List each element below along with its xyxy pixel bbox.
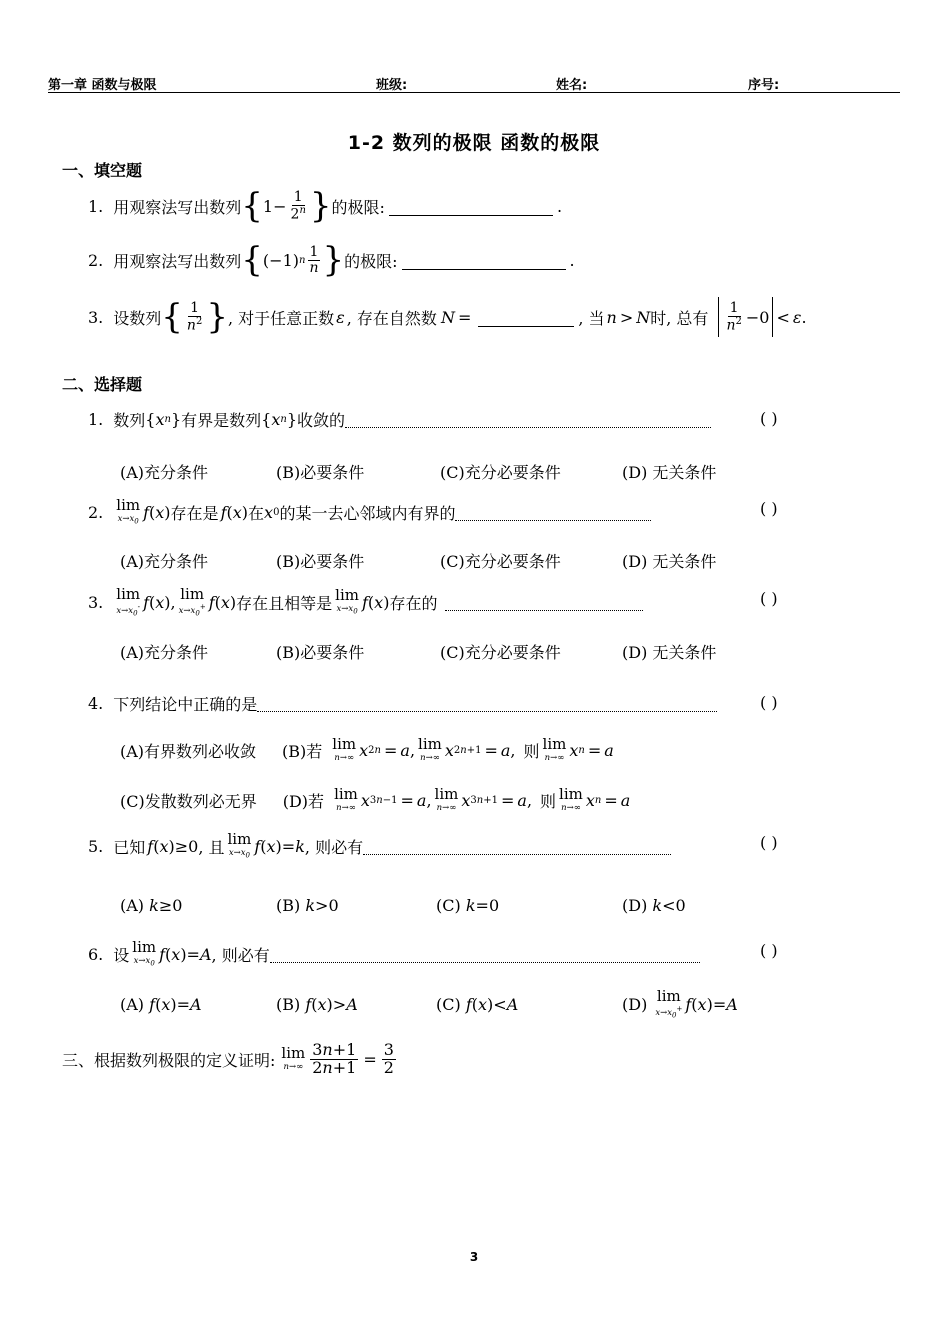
section2-heading: 二、选择题 (62, 375, 143, 394)
fill-question-2: 2. 用观察法写出数列 { (−1) n $\frac{1}{n}$ } 的极限: . (88, 240, 575, 280)
choice-question-3: 3. lim $x\to x_0^-$ f ( x ), lim $x\to x_0^+$ f ( x ) 存在且相等是 lim $x\to x_0$ f ( x ) 存在的 (88, 584, 848, 620)
q3-option-c[interactable]: (C)充分必要条件 (440, 643, 561, 662)
q2-option-a[interactable]: (A)充分条件 (120, 552, 209, 571)
choice-question-5: 5. 已知 f ( x )≥0 , 且 lim $x\to x_0$ f ( x )= k , 则必有 (88, 828, 848, 864)
q2-option-b[interactable]: (B)必要条件 (276, 552, 365, 571)
q1-option-c[interactable]: (C)充分必要条件 (440, 463, 561, 482)
answer-blank-3[interactable] (478, 308, 574, 327)
section1-heading: 一、填空题 (62, 161, 143, 180)
section3-proof: 三、根据数列极限的定义证明: lim n→∞ $\frac{3n+1}{2n+1}$ = $\frac{3}{2}$ (62, 1039, 394, 1077)
q3-option-a[interactable]: (A)充分条件 (120, 643, 209, 662)
class-label: 班级: (376, 78, 408, 93)
answer-blank-1[interactable] (389, 197, 553, 216)
q3-option-d[interactable]: (D) 无关条件 (622, 643, 717, 662)
q6-option-d[interactable]: (D) lim $x\to x_0^+$ f ( x )= A (622, 986, 738, 1020)
answer-paren-2[interactable]: ( ) (760, 499, 778, 518)
q1-option-d[interactable]: (D) 无关条件 (622, 463, 717, 482)
q3-option-b[interactable]: (B)必要条件 (276, 643, 365, 662)
page-number: 3 (469, 1250, 479, 1264)
chapter-label: 第一章 函数与极限 (48, 78, 157, 93)
q2-option-d[interactable]: (D) 无关条件 (622, 552, 717, 571)
q4-option-d[interactable]: (D)若 (282, 791, 325, 811)
q5-option-d[interactable]: (D) k<0 (622, 896, 686, 915)
q1-option-b[interactable]: (B)必要条件 (276, 463, 365, 482)
q4-option-c[interactable]: (C)发散数列必无界 (120, 791, 257, 811)
name-label: 姓名: (556, 78, 588, 93)
q4-options-row-2: (C)发散数列必无界 (D)若 lim n→∞ x 3n−1 = a , lim n→∞ x 3n+1 = a , 则 lim n→∞ x n = a (120, 785, 631, 814)
q2-option-c[interactable]: (C)充分必要条件 (440, 552, 561, 571)
choice-question-6: 6. 设 lim $x\to x_0$ f ( x )= A , 则必有 (88, 936, 848, 972)
answer-paren-6[interactable]: ( ) (760, 941, 778, 960)
number-label: 序号: (748, 78, 780, 93)
fill-question-3: 3. 设数列 { $\frac{1}{n^2}$ } , 对于任意正数 ε , 存在自然数 N = , 当 n > N 时, 总有 $\frac{1}{n^2}$ −0 < ε . (88, 297, 807, 337)
page-title: 1-2 数列的极限 函数的极限 (347, 132, 601, 154)
fill-question-1: 1. 用观察法写出数列 { 1− $\frac{1}{2^n}$ } 的极限: . (88, 186, 563, 226)
q5-option-c[interactable]: (C) k=0 (436, 896, 500, 915)
answer-paren-1[interactable]: ( ) (760, 409, 778, 428)
q6-option-b[interactable]: (B) f ( x )> A (276, 994, 358, 1014)
answer-paren-3[interactable]: ( ) (760, 589, 778, 608)
answer-paren-5[interactable]: ( ) (760, 833, 778, 852)
q4-options-row-1: (A)有界数列必收敛 (B)若 lim n→∞ x 2n = a , lim n→∞ x 2n+1 = a , 则 lim n→∞ x n = a (120, 735, 614, 764)
q4-option-a[interactable]: (A)有界数列必收敛 (120, 741, 257, 761)
q5-option-b[interactable]: (B) k>0 (276, 896, 339, 915)
choice-question-4: 4. 下列结论中正确的是 (88, 688, 848, 718)
q6-option-a[interactable]: (A) f ( x )= A (120, 994, 202, 1014)
choice-question-1: 1. 数列 { x n } 有界是数列 { x n } 收敛的 (88, 404, 848, 434)
choice-question-2: 2. lim $x\to x_0$ f ( x ) 存在是 f ( x ) 在 x 0 的某一去心邻域内有界的 (88, 494, 848, 530)
q4-option-b[interactable]: (B)若 (282, 741, 323, 761)
answer-paren-4[interactable]: ( ) (760, 693, 778, 712)
q6-option-c[interactable]: (C) f ( x )< A (436, 994, 519, 1014)
header-rule (48, 92, 900, 93)
q5-option-a[interactable]: (A) k≥0 (120, 896, 183, 915)
q1-option-a[interactable]: (A)充分条件 (120, 463, 209, 482)
answer-blank-2[interactable] (402, 251, 566, 270)
